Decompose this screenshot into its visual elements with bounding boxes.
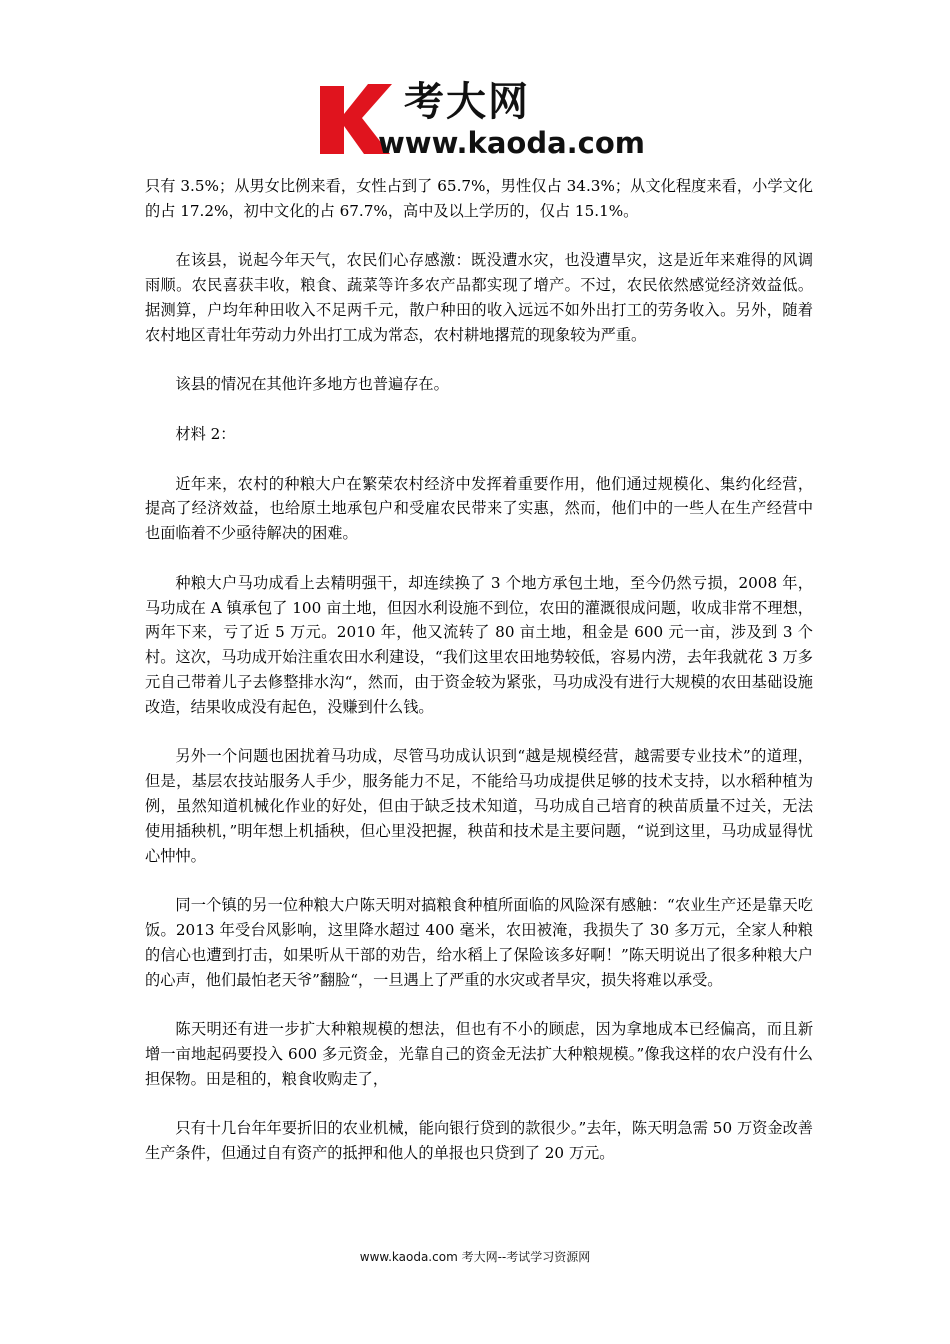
site-logo[interactable] <box>318 80 648 160</box>
paragraph: 只有十几台年年要折旧的农业机械，能向银行贷到的款很少。”去年，陈天明急需 50 万资金改善生产条件，但通过自有资产的抵押和他人的单报也只贷到了 20 万元。 <box>145 1119 813 1163</box>
paragraph: 同一个镇的另一位种粮大户陈天明对搞粮食种植所面临的风险深有感触：“农业生产还是靠天吃饭。2013 年受台风影响，这里降水超过 400 毫米，农田被淹，我损失了 30 多万元，全家人种粮的信心也遭到打击，如果听从干部的劝告，给水稻上了保险该多好啊！”陈天明说出了很多种粮大户的心声，他们最怕老天爷”翻脸“，一旦遇上了严重的水灾或者旱灾，损失将难以承受。 <box>145 896 813 989</box>
article-body <box>145 174 813 1191</box>
logo-url-text: www.kaoda.com <box>378 126 645 160</box>
paragraph: 种粮大户马功成看上去精明强干，却连续换了 3 个地方承包土地，至今仍然亏损，2008 年，马功成在 A 镇承包了 100 亩土地，但因水利设施不到位，农田的灌溉很成问题，收成非常不理想，两年下来，亏了近 5 万元。2010 年，他又流转了 80 亩土地，租金是 600 元一亩，涉及到 3 个村。这次，马功成开始注重农田水利建设，“我们这里农田地势较低，容易内涝，去年我就花 3 万多元自己带着儿子去修整排水沟“，然而，由于资金较为紧张，马功成没有进行大规模的农田基础设施改造，结果收成没有起色，没赚到什么钱。 <box>145 573 813 716</box>
logo-chinese-name: 考大网 <box>404 79 530 125</box>
paragraph: 只有 3.5%；从男女比例来看，女性占到了 65.7%，男性仅占 34.3%；从文化程度来看，小学文化的占 17.2%，初中文化的占 67.7%，高中及以上学历的，仅占 15.1%。 <box>145 177 813 220</box>
paragraph: 该县的情况在其他许多地方也普遍存在。 <box>175 375 449 394</box>
paragraph: 在该县，说起今年天气，农民们心存感激：既没遭水灾，也没遭旱灾，这是近年来难得的风调雨顺。农民喜获丰收，粮食、蔬菜等许多农产品都实现了增产。不过，农民依然感觉经济效益低。据测算，户均年种田收入不足两千元，散户种田的收入远远不如外出打工的劳务收入。另外，随着农村地区青壮年劳动力外出打工成为常态，农村耕地撂荒的现象较为严重。 <box>145 251 813 344</box>
paragraph: 陈天明还有进一步扩大种粮规模的想法，但也有不小的顾虑，因为拿地成本已经偏高，而且新增一亩地起码要投入 600 多元资金，光靠自己的资金无法扩大种粮规模。”像我这样的农户没有什么担保物。田是租的，粮食收购走了， <box>145 1020 813 1088</box>
paragraph: 近年来，农村的种粮大户在繁荣农村经济中发挥着重要作用，他们通过规模化、集约化经营，提高了经济效益，也给原土地承包户和受雇农民带来了实惠，然而，他们中的一些人在生产经营中也面临着不少亟待解决的困难。 <box>145 474 813 543</box>
section-heading: 材料 2： <box>175 424 236 443</box>
page-footer: www.kaoda.com 考大网--考试学习资源网 <box>359 1250 591 1264</box>
paragraph: 另外一个问题也困扰着马功成，尽管马功成认识到“越是规模经营，越需要专业技术”的道理，但是，基层农技站服务人手少，服务能力不足，不能给马功成提供足够的技术支持，以水稻种植为例，虽然知道机械化作业的好处，但由于缺乏技术知道，马功成自己培育的秧苗质量不过关，无法使用插秧机，”明年想上机插秧，但心里没把握，秧苗和技术是主要问题，“说到这里，马功成显得忧心忡忡。 <box>145 747 813 865</box>
